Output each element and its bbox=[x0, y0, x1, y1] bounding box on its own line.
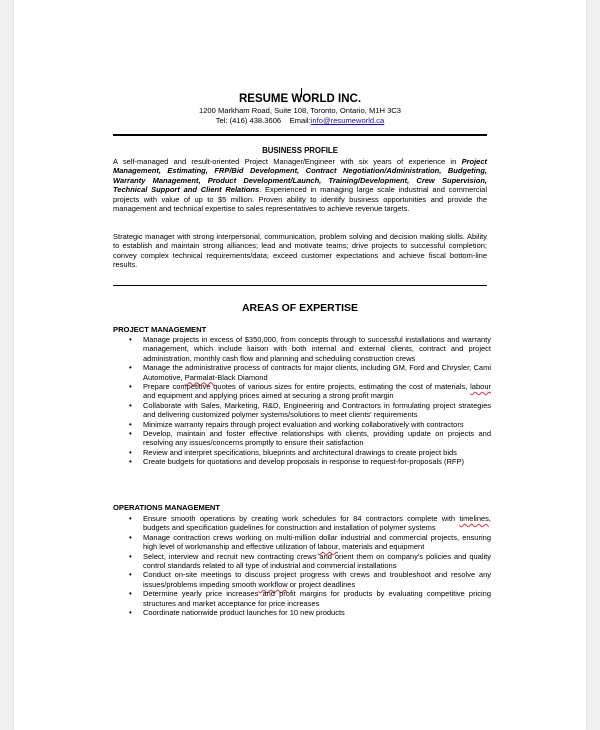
company-contact bbox=[0, 116, 600, 125]
list-item bbox=[129, 382, 491, 401]
flagged-word: labour bbox=[317, 542, 338, 552]
text-run: Manage projects in excess of $350,000, from concepts through to successful installations and warranty management, which include liaison with both internal and external clients, contract and project administration, monthly cash flow and planning and scheduling construction crews bbox=[143, 335, 491, 363]
text-run: Manage the administrative process of contracts for major clients, including GM, Ford and Chrysler, Cami Automotive, bbox=[143, 363, 491, 382]
text-run: A self-managed and result-oriented Project Manager/Engineer with six years of experience in bbox=[113, 157, 462, 166]
list-item bbox=[129, 514, 491, 533]
text-run: Manage contraction crews working on multi-million dollar industrial and commercial projects, ensuring high level of workmanship and effective utilization of bbox=[143, 532, 491, 552]
operations-management-heading: OPERATIONS MANAGEMENT bbox=[113, 503, 221, 512]
list-item bbox=[129, 363, 491, 382]
text-run: Collaborate with Sales, Marketing, R&D, Engineering and Contractors in formulating project strategies and delivering customized polymer systems/solutions to meet clients' requirements bbox=[143, 400, 491, 420]
text-run: Review and interpret specifications, blueprints and architectural drawings to create project bids bbox=[143, 447, 457, 457]
operations-management-list bbox=[129, 514, 491, 617]
flagged-word: Parmalat bbox=[184, 372, 215, 382]
text-run: Select, interview and recruit new contracting crews and orient them on company's policies and quality control standards related to all type of industrial and commercial installations bbox=[143, 551, 491, 571]
list-item bbox=[129, 448, 491, 457]
list-item bbox=[129, 429, 491, 448]
text-run: Develop, maintain and foster effective relationships with clients, providing update on projects and resolving any issues/concerns promptly to ensure their satisfaction bbox=[143, 429, 491, 448]
text-run: Conduct on-site meetings to discuss project progress with crews and troubleshoot and resolve any issues/problems impeding smooth bbox=[143, 570, 491, 589]
flagged-word: workflow bbox=[258, 579, 288, 589]
business-profile-title: BUSINESS PROFILE bbox=[262, 146, 338, 155]
areas-of-expertise-title: AREAS OF EXPERTISE bbox=[241, 302, 359, 314]
text-run: . Experienced in managing large scale industrial and commercial projects with value of up to $5 million. Proven ability to identify business opportunities and provide the management and technical expertise to sales representatives to achieve revenue targets. bbox=[113, 185, 487, 214]
list-item bbox=[129, 570, 491, 589]
telephone: Tel: (416) 438.3606 bbox=[215, 116, 282, 125]
emphasized-text: Project Management, Estimating, FRP/Bid Development, Contract Negotiation/Administration, Budgeting, Warranty Management, Product Development/Launch, Training/Development, Crew Supervision, Technical Support and Client Relations bbox=[113, 157, 487, 195]
list-item bbox=[129, 552, 491, 571]
text-run: Ensure smooth operations by creating work schedules for 84 contractors complete with bbox=[143, 514, 460, 523]
text-run: Minimize warranty repairs through project evaluation and working collaboratively with contractors bbox=[143, 419, 464, 429]
list-item bbox=[129, 589, 491, 608]
email-link[interactable]: info@resumeworld.ca bbox=[310, 116, 385, 125]
business-profile-paragraph-2: Strategic manager with strong interpersonal, communication, problem solving and decision making skills. Ability to establish and maintain strong alliances; lead and motivate teams; drive projects to successful completion; convey complex technical requirements/data; exceed customer expectations and achieve fiscal bottom-line results. bbox=[113, 232, 487, 270]
text-run: Create budgets for quotations and develop proposals in response to request-for-proposals (RFP) bbox=[143, 457, 465, 467]
text-run: , budgets and specification guidelines for construction and installation of polymer systems bbox=[143, 514, 491, 533]
text-run: , materials and equipment bbox=[337, 542, 425, 552]
text-run: -Black Diamond bbox=[214, 372, 268, 382]
company-name: RESUME WORLD INC. bbox=[238, 93, 362, 105]
text-run: or project deadlines bbox=[287, 579, 356, 589]
project-management-list bbox=[129, 335, 491, 467]
email-label: Email: bbox=[289, 116, 311, 125]
flagged-word: labour bbox=[470, 382, 491, 392]
section-divider bbox=[113, 285, 487, 286]
flagged-word: timelines bbox=[459, 514, 489, 523]
text-run: Coordinate nationwide product launches for 10 new products bbox=[143, 608, 345, 618]
business-profile-paragraph-1 bbox=[113, 157, 487, 213]
text-run: Determine yearly price increases and profit margins for products by evaluating competitive pricing structures and market acceptance for price increases bbox=[143, 589, 491, 608]
list-item bbox=[129, 457, 491, 466]
project-management-heading: PROJECT MANAGEMENT bbox=[113, 325, 207, 334]
text-run: and equipment and applying prices aimed at securing a strong profit margin bbox=[143, 391, 394, 401]
header-divider bbox=[113, 134, 487, 136]
company-address: 1200 Markham Road, Suite 108, Toronto, Ontario, M1H 3C3 bbox=[198, 106, 402, 115]
list-item bbox=[129, 335, 491, 363]
text-run: Prepare competitive quotes of various sizes for entire projects, estimating the cost of materials, bbox=[143, 382, 471, 392]
list-item bbox=[129, 533, 491, 552]
list-item bbox=[129, 420, 491, 429]
list-item bbox=[129, 608, 491, 617]
list-item bbox=[129, 401, 491, 420]
